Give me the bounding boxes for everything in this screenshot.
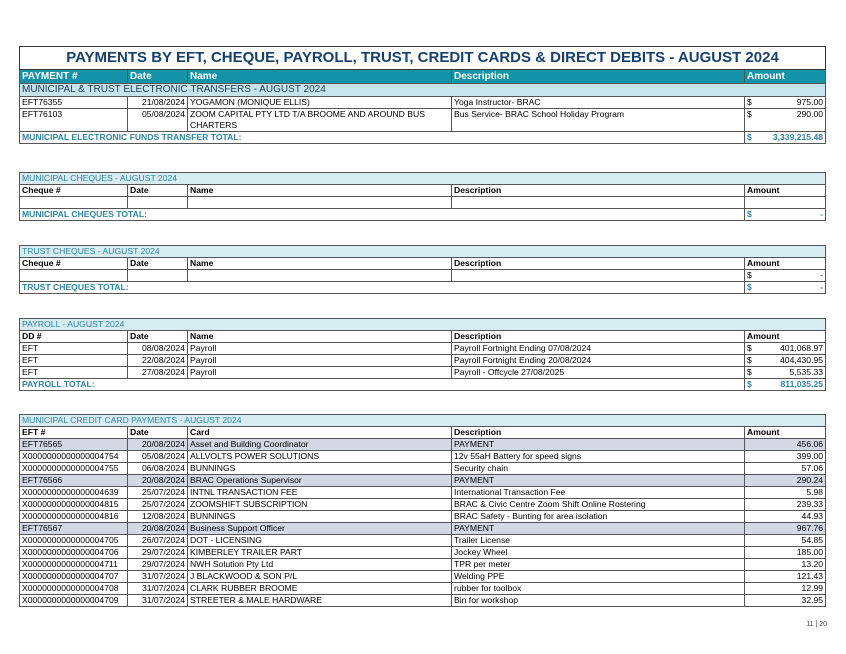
row-id: X0000000000000004708 bbox=[20, 583, 128, 595]
col-header-name: Name bbox=[188, 70, 452, 84]
row-desc: Welding PPE bbox=[452, 571, 745, 583]
total-amount: $ 3,339,215.48 bbox=[745, 132, 826, 144]
col-header: DD # bbox=[20, 331, 128, 343]
row-amount: 13.20 bbox=[745, 559, 826, 571]
col-header: Amount bbox=[745, 258, 826, 270]
row-date: 20/08/2024 bbox=[128, 475, 188, 487]
table-row bbox=[20, 487, 826, 499]
row-amount: 121.43 bbox=[745, 571, 826, 583]
row-name: STREETER & MALE HARDWARE bbox=[188, 595, 452, 607]
row-id: X0000000000000004815 bbox=[20, 499, 128, 511]
section-title: TRUST CHEQUES - AUGUST 2024 bbox=[20, 246, 826, 258]
row-desc: International Transaction Fee bbox=[452, 487, 745, 499]
row-amount: 5.98 bbox=[745, 487, 826, 499]
col-header: Cheque # bbox=[20, 185, 128, 197]
row-name: KIMBERLEY TRAILER PART bbox=[188, 547, 452, 559]
row-id: X0000000000000004754 bbox=[20, 451, 128, 463]
row-id: X0000000000000004709 bbox=[20, 595, 128, 607]
row-amount: $ 290.00 bbox=[745, 109, 826, 132]
col-header: Description bbox=[452, 258, 745, 270]
section-title: PAYROLL - AUGUST 2024 bbox=[20, 319, 826, 331]
row-description: Yoga Instructor- BRAC bbox=[452, 97, 745, 109]
row-desc: Jockey Wheel bbox=[452, 547, 745, 559]
row-desc: PAYMENT bbox=[452, 475, 745, 487]
col-header-date: Date bbox=[128, 70, 188, 84]
row-desc: Trailer License bbox=[452, 535, 745, 547]
row-date: 31/07/2024 bbox=[128, 595, 188, 607]
col-header: Name bbox=[188, 258, 452, 270]
row-date: 05/08/2024 bbox=[128, 451, 188, 463]
total-amount: $ - bbox=[745, 282, 826, 294]
row-name: ZOOMSHIFT SUBSCRIPTION bbox=[188, 499, 452, 511]
row-amount: 399.00 bbox=[745, 451, 826, 463]
col-header: Name bbox=[188, 331, 452, 343]
table-row bbox=[20, 463, 826, 475]
col-header: Date bbox=[128, 427, 188, 439]
row-amount: 32.95 bbox=[745, 595, 826, 607]
row-id: EFT76103 bbox=[20, 109, 128, 132]
row-date: 12/08/2024 bbox=[128, 511, 188, 523]
total-row bbox=[20, 282, 826, 294]
table-row bbox=[20, 523, 826, 535]
row-date: 06/08/2024 bbox=[128, 463, 188, 475]
row-amount: 456.06 bbox=[745, 439, 826, 451]
row-id: X0000000000000004706 bbox=[20, 547, 128, 559]
col-header: Card bbox=[188, 427, 452, 439]
total-row bbox=[20, 209, 826, 221]
row-name: BUNNINGS bbox=[188, 511, 452, 523]
row-name: YOGAMON (MONIQUE ELLIS) bbox=[188, 97, 452, 109]
row-desc: Security chain bbox=[452, 463, 745, 475]
row-amount: 967.76 bbox=[745, 523, 826, 535]
row-desc: TPR per meter bbox=[452, 559, 745, 571]
row-desc: BRAC & Civic Centre Zoom Shift Online Rostering bbox=[452, 499, 745, 511]
table-row bbox=[20, 559, 826, 571]
eft-table bbox=[19, 46, 826, 144]
row-id: X0000000000000004711 bbox=[20, 559, 128, 571]
row-date: 20/08/2024 bbox=[128, 439, 188, 451]
row-date: 25/07/2024 bbox=[128, 499, 188, 511]
row-amount: 185.00 bbox=[745, 547, 826, 559]
table-row bbox=[20, 475, 826, 487]
row-id: X0000000000000004705 bbox=[20, 535, 128, 547]
row-id: EFT76567 bbox=[20, 523, 128, 535]
table-row bbox=[20, 571, 826, 583]
table-row bbox=[20, 109, 826, 132]
row-desc: Bin for workshop bbox=[452, 595, 745, 607]
col-header-amount: Amount bbox=[745, 70, 826, 84]
row-desc: BRAC Safety - Bunting for area isolation bbox=[452, 511, 745, 523]
row-amount: $ 975.00 bbox=[745, 97, 826, 109]
col-header: Description bbox=[452, 185, 745, 197]
total-label: TRUST CHEQUES TOTAL: bbox=[20, 282, 745, 294]
row-name: ALLVOLTS POWER SOLUTIONS bbox=[188, 451, 452, 463]
row-id: X0000000000000004816 bbox=[20, 511, 128, 523]
row-name: Asset and Building Coordinator bbox=[188, 439, 452, 451]
row-amount: 239.33 bbox=[745, 499, 826, 511]
table-row bbox=[20, 511, 826, 523]
row-date: 31/07/2024 bbox=[128, 571, 188, 583]
row-name: INTNL TRANSACTION FEE bbox=[188, 487, 452, 499]
row-amount: 44.93 bbox=[745, 511, 826, 523]
total-row bbox=[20, 379, 826, 391]
row-name: J BLACKWOOD & SON P/L bbox=[188, 571, 452, 583]
row-desc: PAYMENT bbox=[452, 439, 745, 451]
row-amount: $ - bbox=[745, 270, 826, 282]
row-id: X0000000000000004707 bbox=[20, 571, 128, 583]
trust-table bbox=[19, 245, 826, 294]
row-desc: 12v 55aH Battery for speed signs bbox=[452, 451, 745, 463]
row-name: DOT - LICENSING bbox=[188, 535, 452, 547]
row-description: Bus Service- BRAC School Holiday Program bbox=[452, 109, 745, 132]
row-name: NWH Solution Pty Ltd bbox=[188, 559, 452, 571]
col-header-description: Description bbox=[452, 70, 745, 84]
table-row bbox=[20, 595, 826, 607]
table-row bbox=[20, 439, 826, 451]
table-row: EFT 22/08/2024 Payroll Payroll Fortnight Ending 20/08/2024 $ 404,430.95 bbox=[20, 355, 826, 367]
col-header: Amount bbox=[745, 185, 826, 197]
col-header: Name bbox=[188, 185, 452, 197]
col-header: Amount bbox=[745, 427, 826, 439]
row-amount: 54.85 bbox=[745, 535, 826, 547]
table-row: EFT 08/08/2024 Payroll Payroll Fortnight Ending 07/08/2024 $ 401,068.97 bbox=[20, 343, 826, 355]
total-amount: $ 811,035.25 bbox=[745, 379, 826, 391]
row-id: X0000000000000004755 bbox=[20, 463, 128, 475]
section-title: MUNICIPAL CHEQUES - AUGUST 2024 bbox=[20, 173, 826, 185]
col-header: Date bbox=[128, 331, 188, 343]
table-row bbox=[20, 499, 826, 511]
table-row bbox=[20, 547, 826, 559]
col-header: Date bbox=[128, 258, 188, 270]
col-header: Description bbox=[452, 331, 745, 343]
row-date: 05/08/2024 bbox=[128, 109, 188, 132]
row-amount: 12.99 bbox=[745, 583, 826, 595]
row-name: BRAC Operations Supervisor bbox=[188, 475, 452, 487]
col-header: Date bbox=[128, 185, 188, 197]
row-date: 31/07/2024 bbox=[128, 583, 188, 595]
table-row bbox=[20, 270, 826, 282]
row-date: 25/07/2024 bbox=[128, 487, 188, 499]
credit-card-table bbox=[19, 414, 826, 607]
table-row bbox=[20, 451, 826, 463]
col-header: EFT # bbox=[20, 427, 128, 439]
row-id: X0000000000000004639 bbox=[20, 487, 128, 499]
row-name: Business Support Officer bbox=[188, 523, 452, 535]
table-row bbox=[20, 535, 826, 547]
row-desc: PAYMENT bbox=[452, 523, 745, 535]
row-amount: 57.06 bbox=[745, 463, 826, 475]
row-amount: 290.24 bbox=[745, 475, 826, 487]
page-number: 11 | 20 bbox=[806, 621, 827, 628]
section-title: MUNICIPAL CREDIT CARD PAYMENTS - AUGUST 2024 bbox=[20, 415, 826, 427]
row-id: EFT76566 bbox=[20, 475, 128, 487]
cheques-table bbox=[19, 172, 826, 221]
row-name: CLARK RUBBER BROOME bbox=[188, 583, 452, 595]
total-amount: $ - bbox=[745, 209, 826, 221]
row-desc: rubber for toolbox bbox=[452, 583, 745, 595]
table-row bbox=[20, 97, 826, 109]
row-date: 29/07/2024 bbox=[128, 547, 188, 559]
empty-row bbox=[20, 197, 826, 209]
section-title: MUNICIPAL & TRUST ELECTRONIC TRANSFERS - AUGUST 2024 bbox=[20, 84, 826, 97]
row-date: 26/07/2024 bbox=[128, 535, 188, 547]
row-name: ZOOM CAPITAL PTY LTD T/A BROOME AND AROUND BUS CHARTERS bbox=[188, 109, 452, 132]
col-header: Amount bbox=[745, 331, 826, 343]
table-row: EFT 27/08/2024 Payroll Payroll - Offcycle 27/08/2025 $ 5,535.33 bbox=[20, 367, 826, 379]
row-date: 21/08/2024 bbox=[128, 97, 188, 109]
row-name: BUNNINGS bbox=[188, 463, 452, 475]
total-label: PAYROLL TOTAL: bbox=[20, 379, 745, 391]
row-date: 20/08/2024 bbox=[128, 523, 188, 535]
row-id: EFT76355 bbox=[20, 97, 128, 109]
row-id: EFT76565 bbox=[20, 439, 128, 451]
payroll-table bbox=[19, 318, 826, 391]
row-date: 29/07/2024 bbox=[128, 559, 188, 571]
total-label: MUNICIPAL CHEQUES TOTAL: bbox=[20, 209, 745, 221]
col-header-payment: PAYMENT # bbox=[20, 70, 128, 84]
page-title: PAYMENTS BY EFT, CHEQUE, PAYROLL, TRUST, CREDIT CARDS & DIRECT DEBITS - AUGUST 2024 bbox=[20, 47, 826, 70]
total-label: MUNICIPAL ELECTRONIC FUNDS TRANSFER TOTAL: bbox=[20, 132, 745, 144]
col-header: Description bbox=[452, 427, 745, 439]
total-row bbox=[20, 132, 826, 144]
table-row bbox=[20, 583, 826, 595]
col-header: Cheque # bbox=[20, 258, 128, 270]
